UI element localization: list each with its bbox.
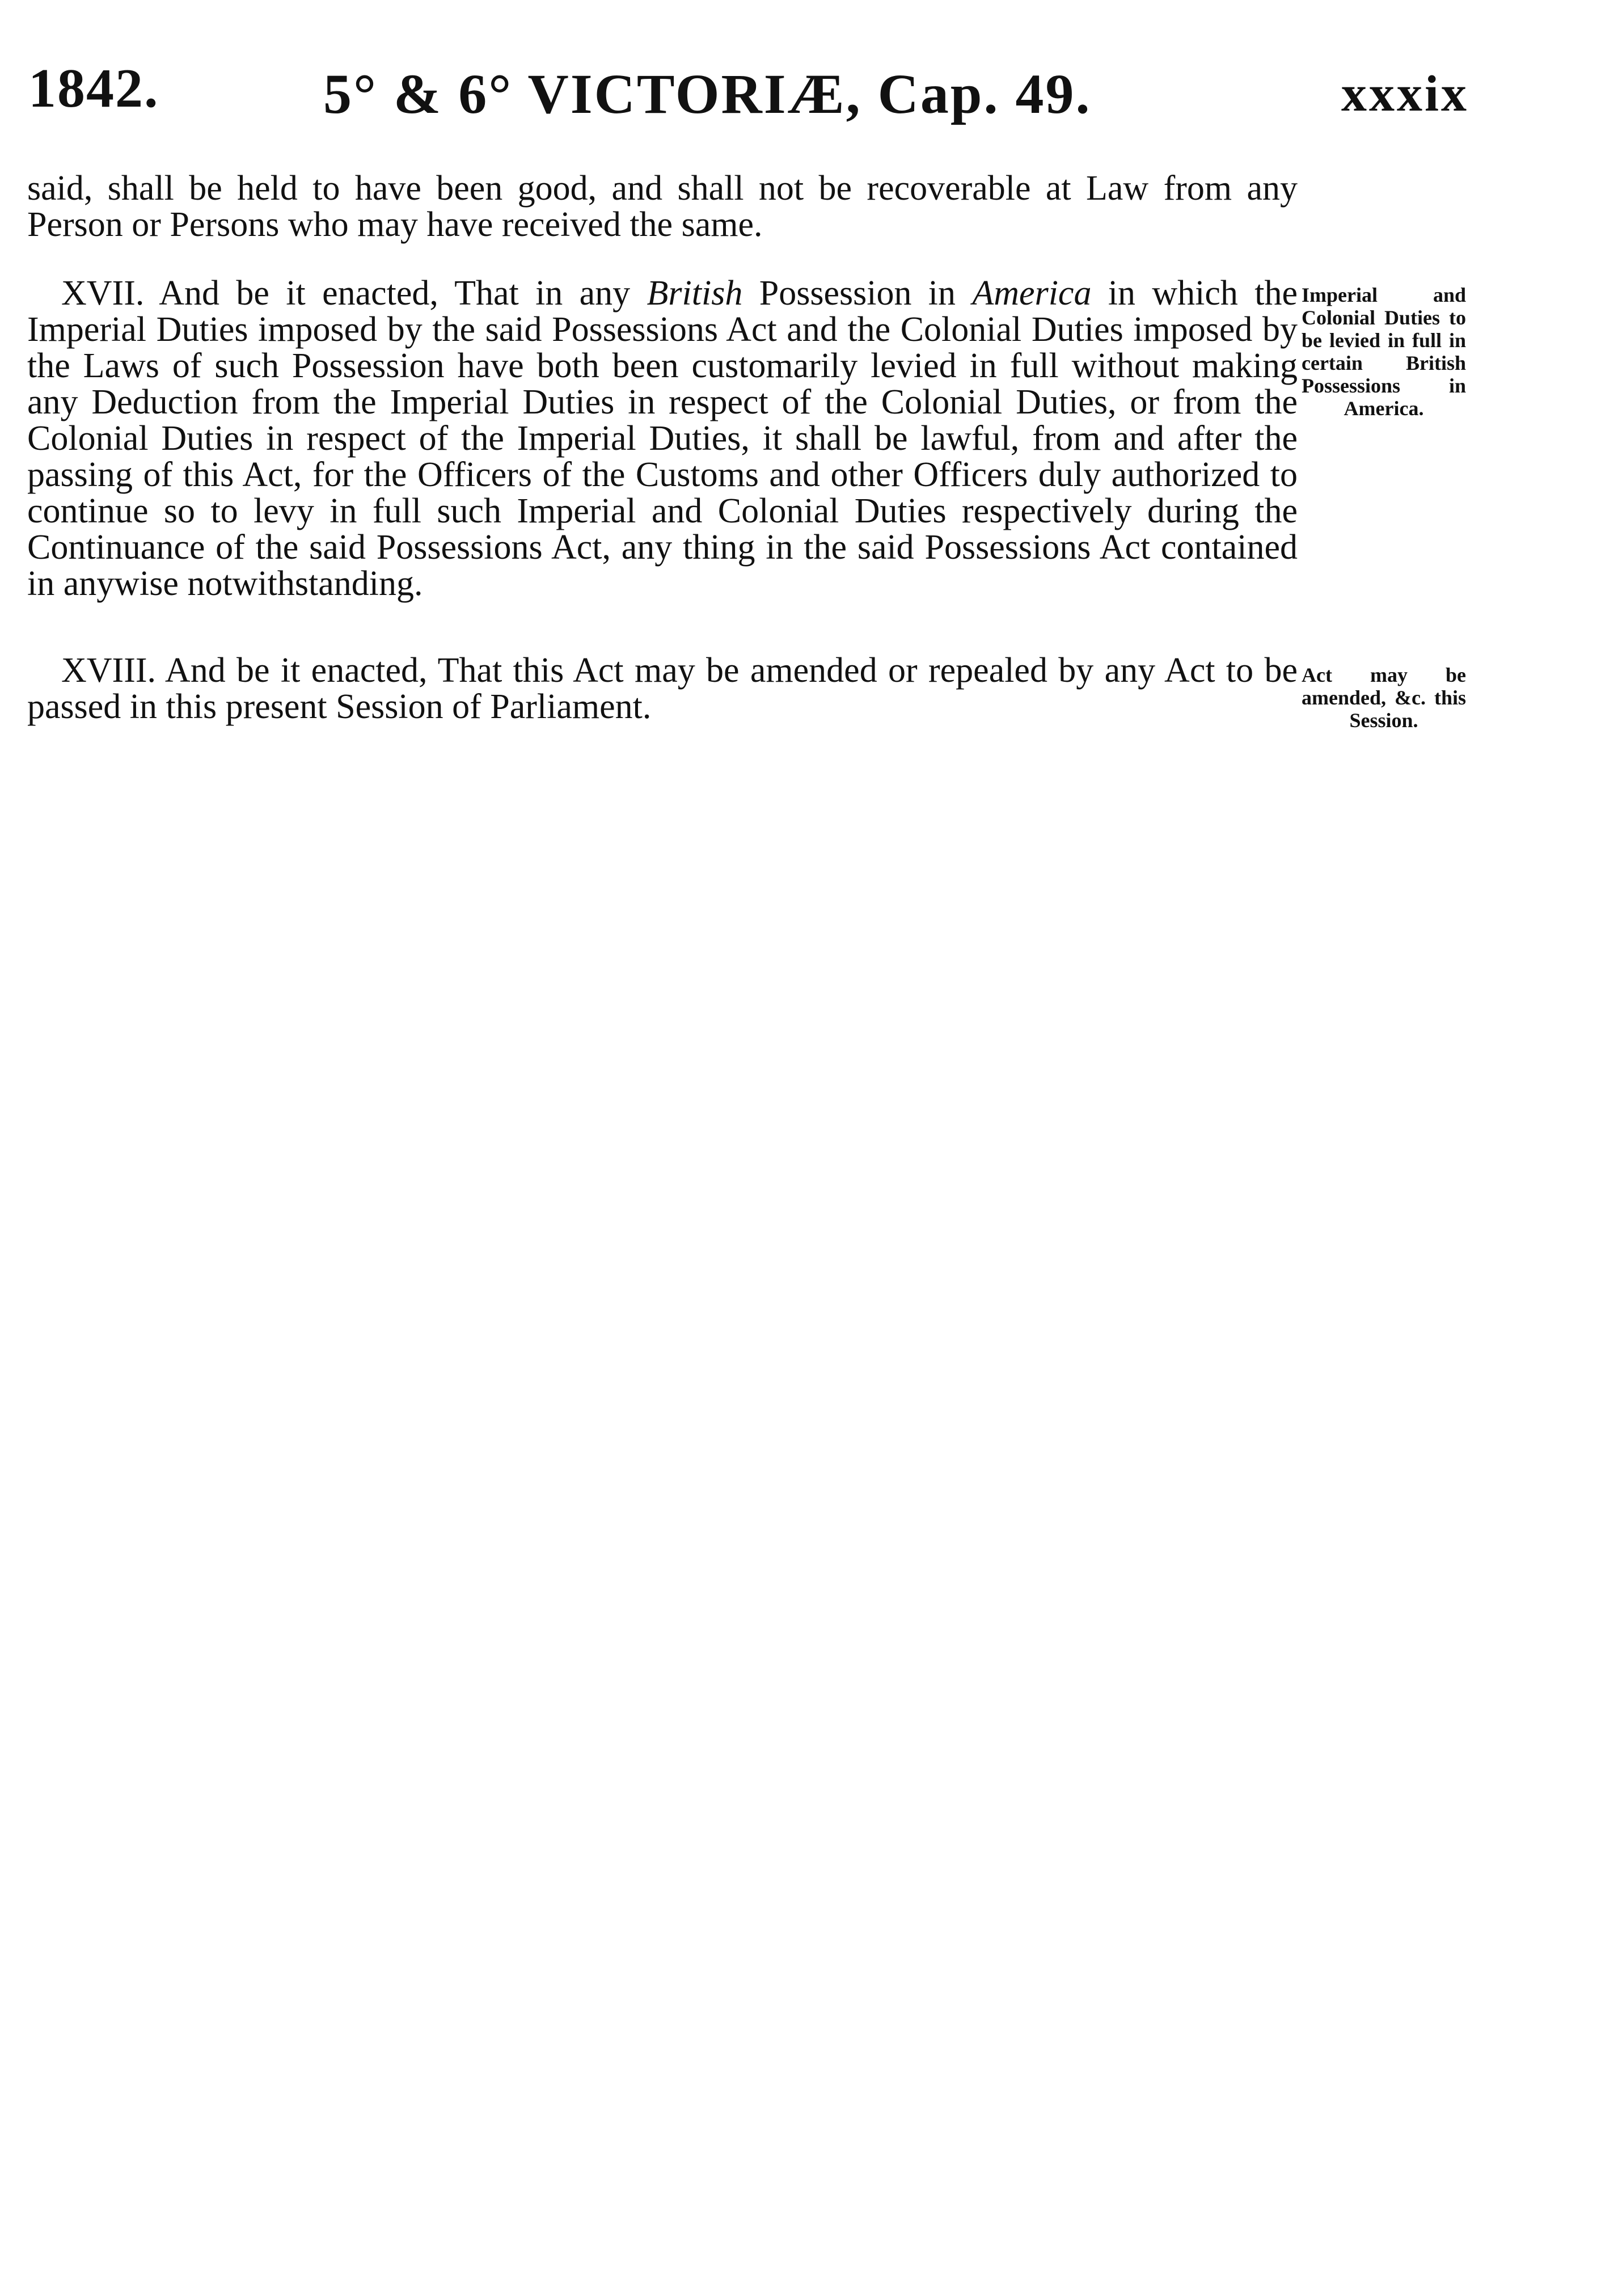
section-17-paragraph [27,275,1298,602]
continuation-paragraph: said, shall be held to have been good, and shall not be recoverable at Law from any Person or Persons who may have received the same. [27,169,1298,244]
page-header [28,57,1469,130]
section-17-italic-british: British [647,274,743,313]
section-17-italic-america: America [972,274,1092,313]
header-year: 1842. [28,58,159,119]
section-17-text-end: in which the Imperial Duties imposed by the said Possessions Act and the Colonial Duties imposed by the Laws of such Possession have both been customarily levied in full without making any Deduction from the Imperial Duties in respect of the Colonial Duties, or from the Colonial Duties in respect of the Imperial Duties, it shall be lawful, from and after the passing of this Act, for the Officers of the Customs and other Officers duly authorized to continue so to levy in full such Imperial and Colonial Duties respectively during the Continuance of the said Possessions Act, any thing in the said Possessions Act contained in anywise notwithstanding. [27,274,1298,603]
section-17-text-start: And be it enacted, That in any [159,274,631,313]
section-18-paragraph [27,652,1298,725]
header-title: 5° & 6° VICTORIÆ, Cap. 49. [323,62,1092,125]
section-18-number: XVIII. [61,651,156,690]
section-18-text: And be it enacted, That this Act may be amended or repealed by any Act to be passed in this present Session of Parliament. [27,651,1298,726]
header-page-number: xxxix [1341,66,1469,122]
section-17-margin-note: Imperial and Colonial Duties to be levied in full in certain British Possessions in America. [1302,284,1466,420]
section-17-number: XVII. [61,274,145,313]
section-18-margin-note: Act may be amended, &c. this Session. [1302,664,1466,732]
section-17-text-middle: Possession in [759,274,956,313]
